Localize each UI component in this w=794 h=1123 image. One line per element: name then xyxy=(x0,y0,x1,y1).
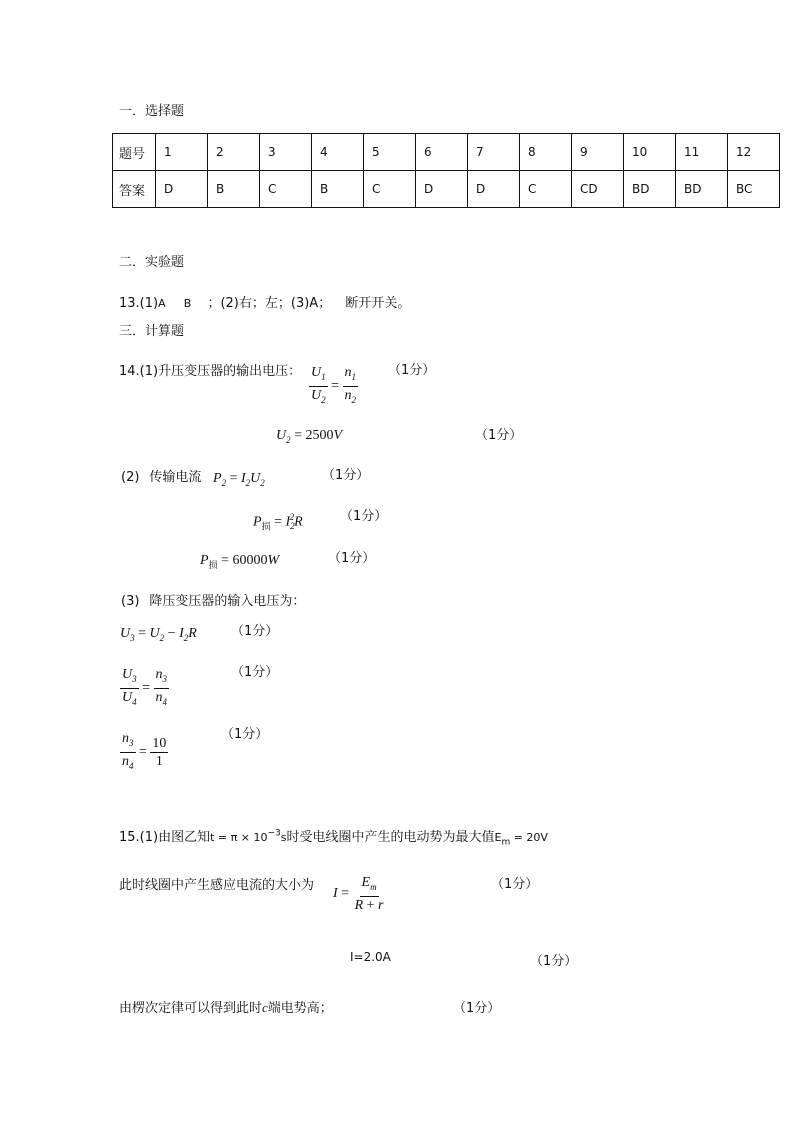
formula-p-loss-value: $P_损 = 60000W$ xyxy=(200,553,280,570)
table-cell: 5 xyxy=(364,134,416,171)
q13-b: B xyxy=(183,297,192,310)
formula-p-loss: $P_损 = I_2^2R$ xyxy=(253,512,303,532)
score-mark: （1分） xyxy=(530,954,578,969)
q15-intro: 15.(1)由图乙知$t = \pi \times 10^{-3}s$时受电线圈中产生的电动势为最大值$E_m = 20V$ xyxy=(119,828,548,848)
score-mark: （1分） xyxy=(231,624,279,639)
table-cell: B xyxy=(208,171,260,208)
score-mark: （1分） xyxy=(340,509,388,524)
table-cell: C xyxy=(364,171,416,208)
q14-part2: (2) 传输电流 xyxy=(121,470,202,485)
q15-line2: 此时线圈中产生感应电流的大小为 xyxy=(119,878,315,893)
table-cell: C xyxy=(260,171,312,208)
q13-answer xyxy=(119,292,410,311)
q13-prefix: 13.(1) xyxy=(119,296,159,311)
table-cell: 6 xyxy=(416,134,468,171)
score-mark: （1分） xyxy=(388,363,436,378)
q13-sep: ； xyxy=(207,296,221,311)
formula-u3: $U_3 = U_2 - I_2R$ xyxy=(120,626,197,643)
q15-line3: 由楞次定律可以得到此时c端电势高； xyxy=(119,1000,333,1016)
table-cell: 8 xyxy=(520,134,572,171)
score-mark: （1分） xyxy=(491,877,539,892)
section-3-title: 三．计算题 xyxy=(119,324,185,339)
score-mark: （1分） xyxy=(221,727,269,742)
score-mark: （1分） xyxy=(475,428,523,443)
formula-current: I = $\frac{E_m}{R + r}$ xyxy=(333,875,384,913)
score-mark: （1分） xyxy=(453,1001,501,1016)
formula-ratio: $\frac{n_3}{n_4}$ = $\frac{10}{1}$ xyxy=(122,731,167,771)
formula-u3-u4: $\frac{U_3}{U_4}$ = $\frac{n_3}{n_4}$ xyxy=(122,667,168,707)
table-row-answers xyxy=(113,171,780,208)
table-cell: D xyxy=(416,171,468,208)
table-cell: 11 xyxy=(676,134,728,171)
section-2-title: 二．实验题 xyxy=(119,255,185,270)
table-row-numbers xyxy=(113,134,780,171)
table-cell: 4 xyxy=(312,134,364,171)
formula-p2: $P_2 = I_2U_2$ xyxy=(213,471,265,488)
table-cell: 3 xyxy=(260,134,312,171)
table-cell: C xyxy=(520,171,572,208)
formula-u2-value: $U_2 = 2500V$ xyxy=(276,428,343,445)
table-cell: BC xyxy=(728,171,780,208)
table-cell: 2 xyxy=(208,134,260,171)
table-cell: 7 xyxy=(468,134,520,171)
table-cell: 9 xyxy=(572,134,624,171)
table-cell: 10 xyxy=(624,134,676,171)
table-cell: BD xyxy=(624,171,676,208)
q14-intro: 14.(1)升压变压器的输出电压： xyxy=(119,364,302,379)
q13-part2: (2)右；左；(3)A； xyxy=(220,296,332,311)
q14-part3: (3) 降压变压器的输入电压为： xyxy=(121,594,306,609)
formula-u1-u2: $\frac{U_1}{U_2}$ = $\frac{n_1}{n_2}$ xyxy=(311,365,357,405)
table-cell: D xyxy=(468,171,520,208)
current-value: I=2.0A xyxy=(350,950,391,964)
table-cell: 1 xyxy=(156,134,208,171)
table-cell: 12 xyxy=(728,134,780,171)
answer-table xyxy=(112,133,780,208)
table-cell: D xyxy=(156,171,208,208)
table-cell: B xyxy=(312,171,364,208)
row-label-number: 题号 xyxy=(113,134,156,171)
table-cell: CD xyxy=(572,171,624,208)
q13-a: A xyxy=(158,297,166,310)
score-mark: （1分） xyxy=(322,468,370,483)
score-mark: （1分） xyxy=(231,665,279,680)
q13-tail: 断开开关。 xyxy=(345,296,411,311)
row-label-answer: 答案 xyxy=(113,171,156,208)
score-mark: （1分） xyxy=(328,551,376,566)
section-1-title: 一．选择题 xyxy=(119,104,185,119)
table-cell: BD xyxy=(676,171,728,208)
